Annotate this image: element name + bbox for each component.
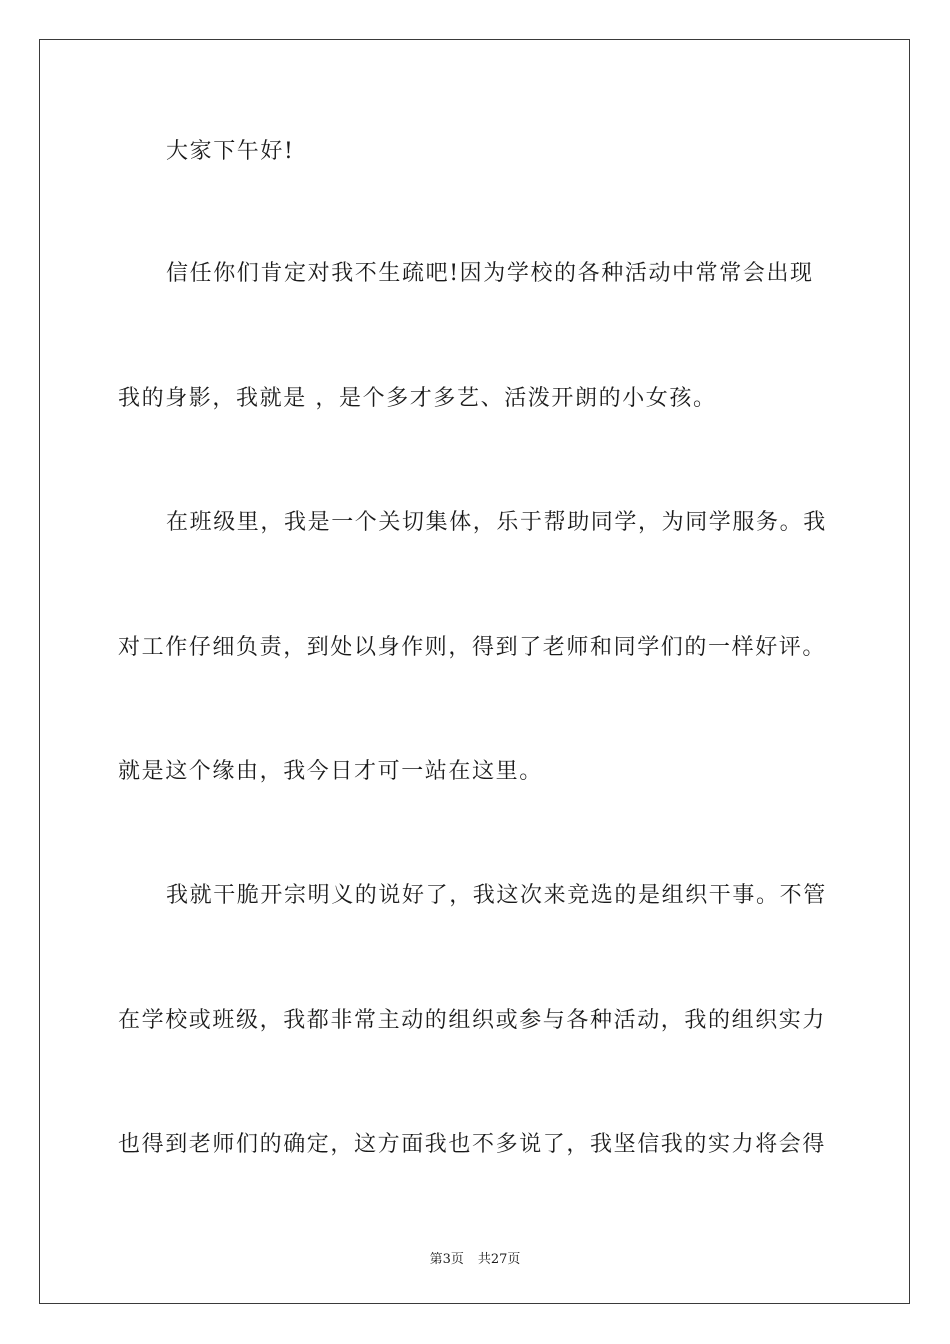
- paragraph-line: 我的身影，我就是 ，是个多才多艺、活泼开朗的小女孩。: [118, 386, 717, 411]
- paragraph-line: 对工作仔细负责，到处以身作则，得到了老师和同学们的一样好评。: [118, 635, 827, 660]
- paragraph-line: 在班级里，我是一个关切集体，乐于帮助同学，为同学服务。我: [166, 510, 827, 535]
- page-total: 共27页: [477, 1252, 521, 1267]
- document-page: [39, 39, 910, 1304]
- paragraph-line: 在学校或班级，我都非常主动的组织或参与各种活动，我的组织实力: [118, 1008, 827, 1033]
- page-footer: [0, 1248, 950, 1267]
- page-number: 第3页: [429, 1252, 464, 1267]
- paragraph-line: 我就干脆开宗明义的说好了，我这次来竞选的是组织干事。不管: [166, 883, 827, 908]
- paragraph-greeting: 大家下午好!: [166, 139, 295, 164]
- paragraph-line: 信任你们肯定对我不生疏吧!因为学校的各种活动中常常会出现: [166, 261, 814, 286]
- paragraph-line: 也得到老师们的确定，这方面我也不多说了，我坚信我的实力将会得: [118, 1132, 827, 1157]
- paragraph-line: 就是这个缘由，我今日才可一站在这里。: [118, 759, 543, 784]
